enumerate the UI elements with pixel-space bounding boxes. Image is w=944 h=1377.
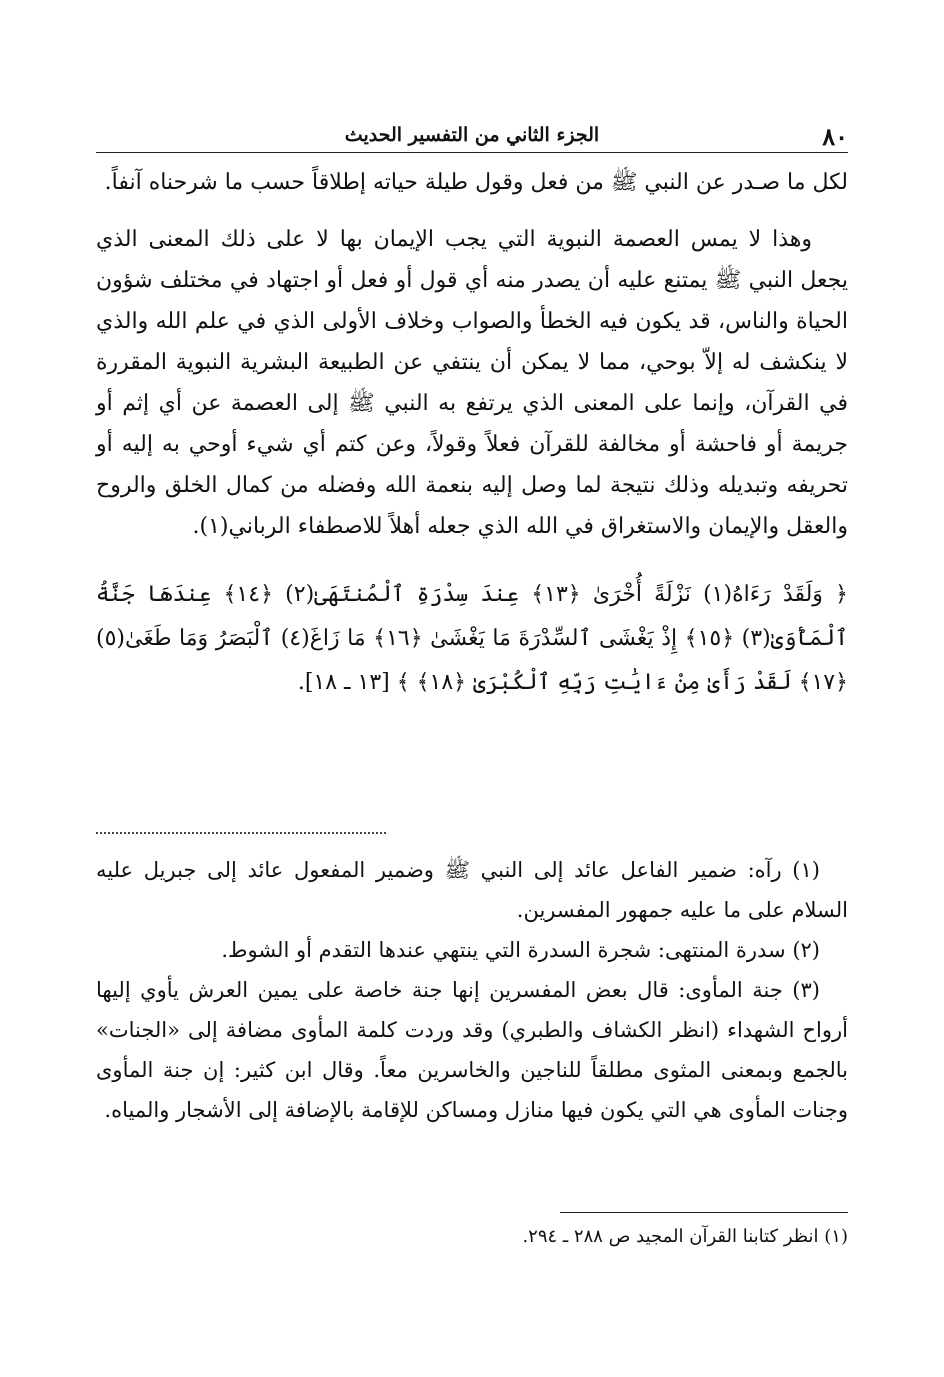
footnote: (١) انظر كتابنا القرآن المجيد ص ٢٨٨ ـ ٢٩٤. [522,1226,848,1247]
note-2: (٢) سدرة المنتهى: شجرة السدرة التي ينتهي عندها التقدم أو الشوط. [221,938,820,962]
paragraph-1: لكل ما صـدر عن النبي ﷺ من فعل وقول طيلة حياته إطلاقاً حسب ما شرحناه آنفاً. [104,170,848,195]
paragraph-2: وهذا لا يمس العصمة النبوية التي يجب الإيمان بها لا على ذلك المعنى الذي يجعل النبي ﷺ يمتنع عليه أن يصدر منه أي قول أو فعل أو اجتهاد في مختلف شؤون الحياة والناس، قد يكون فيه الخطأ والصواب وخلاف الأولى الذي في علم الله والذي لا ينكشف له إلاّ بوحي، مما لا يمكن أن ينتفي عن الطبيعة البشرية النبوية المقررة في القرآن، وإنما على المعنى الذي يرتفع به النبي ﷺ إلى العصمة عن أي إثم أو جريمة أو فاحشة أو مخالفة للقرآن فعلاً وقولاً، وعن كتم أي شيء أوحي به إليه أو تحريفه وتبديله وذلك نتيجة لما وصل إليه بنعمة الله وفضله من كمال الخلق والروح والعقل والإيمان والاستغراق في الله الذي جعله أهلاً للاصطفاء الرباني(١). [96,227,848,539]
note-1: (١) رآه: ضمير الفاعل عائد إلى النبي ﷺ وضمير المفعول عائد إلى جبريل عليه السلام على ما عليه جمهور المفسرين. [96,858,848,922]
header-rule [96,152,848,153]
note-3: (٣) جنة المأوى: قال بعض المفسرين إنها جنة خاصة على يمين العرش يأوي إليها أرواح الشهداء (انظر الكشاف والطبري) وقد وردت كلمة المأوى مضافة إلى «الجنات» بالجمع وبمعنى المثوى مطلقاً للناجين والخاسرين معاً. وقال ابن كثير: إن جنة المأوى وجنات المأوى هي التي يكون فيها منازل ومساكن للإقامة بالإضافة إلى الأشجار والمياه. [96,978,848,1122]
main-text [96,162,848,705]
quran-verses: ﴿ وَلَقَدْ رَءَاهُ(١) نَزْلَةً أُخْرَىٰ ﴿١٣﴾ عِندَ سِدْرَةِ ٱلْمُنتَهَىٰ(٢) ﴿١٤﴾ عِندَهَا جَنَّةُ ٱلْمَأْوَىٰ(٣) ﴿١٥﴾ إِذْ يَغْشَى ٱلسِّدْرَةَ مَا يَغْشَىٰ ﴿١٦﴾ مَا زَاغَ(٤) ٱلْبَصَرُ وَمَا طَغَىٰ(٥) ﴿١٧﴾ لَقَدْ رَأَىٰ مِنْ ءَايَٰتِ رَبِّهِ ٱلْكُبْرَىٰ ﴿١٨﴾ ﴾ [١٣ ـ ١٨]. [96,582,849,695]
page-number: ٨٠ [822,122,848,151]
footnote-rule [560,1212,848,1213]
running-title: الجزء الثاني من التفسير الحديث [344,124,600,146]
page-header [96,112,848,152]
explanatory-notes [96,850,848,1130]
dotted-separator [96,832,386,834]
